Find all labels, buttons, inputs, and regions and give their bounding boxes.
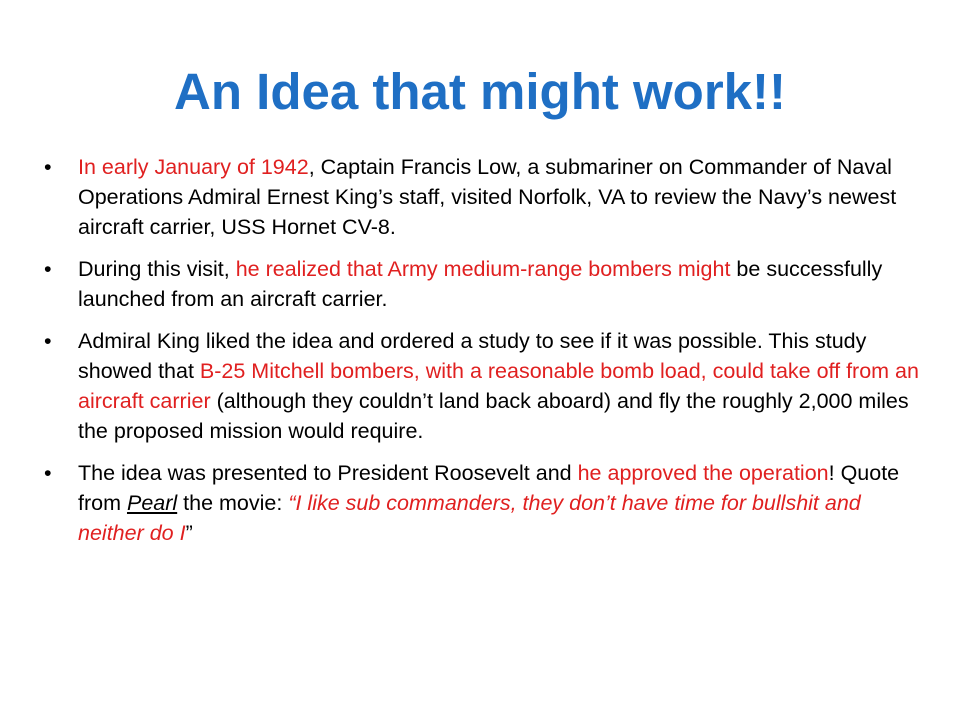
bullet-text: ! Quote from — [78, 461, 900, 515]
slide-title: An Idea that might work!! — [174, 63, 786, 120]
bullet-text-highlight: B-25 Mitchell bombers, with a reasonable bomb load, could take off from an aircraft carrier — [78, 359, 919, 413]
bullet-item — [0, 254, 960, 314]
bullet-item — [0, 458, 960, 548]
bullet-text-highlight: In early January of 1942 — [78, 155, 309, 179]
bullet-dot: • — [44, 155, 52, 179]
movie-title: Pearl — [126, 491, 178, 515]
bullet-text: the movie: — [177, 491, 289, 515]
bullet-text: Admiral King liked the idea and ordered a study to see if it was possible. This study showed that — [78, 329, 867, 383]
bullet-dot: • — [44, 461, 52, 485]
bullet-text: , Captain Francis Low, a submariner on Commander of Naval Operations Admiral Ernest King’s staff, visited Norfolk, VA to review the Navy’s newest aircraft carrier, USS Hornet CV-8. — [78, 155, 897, 239]
bullet-list — [0, 152, 960, 560]
bullet-text: (although they couldn’t land back aboard) and fly the roughly 2,000 miles the proposed mission would require. — [78, 389, 909, 443]
bullet-item — [0, 152, 960, 242]
bullet-text-highlight: he approved the operation — [577, 461, 829, 485]
bullet-text-highlight: he realized that Army medium-range bombers might — [235, 257, 731, 281]
bullet-text: During this visit, — [78, 257, 236, 281]
bullet-dot: • — [44, 329, 52, 353]
bullet-text: The idea was presented to President Roosevelt and — [78, 461, 578, 485]
bullet-item — [0, 326, 960, 446]
movie-quote: “I like sub commanders, they don’t have time for bullshit and neither do I — [78, 491, 861, 545]
quote-close-mark: ” — [185, 521, 193, 545]
bullet-dot: • — [44, 257, 52, 281]
bullet-text: be successfully launched from an aircraft carrier. — [78, 257, 883, 311]
